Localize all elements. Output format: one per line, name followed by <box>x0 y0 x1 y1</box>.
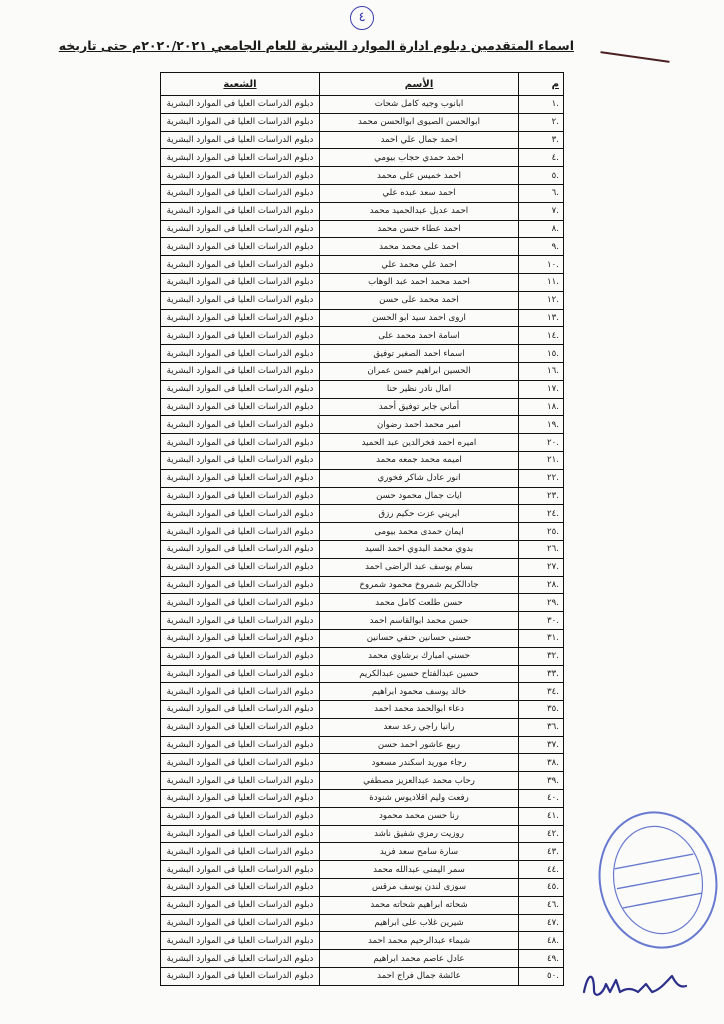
row-branch: دبلوم الدراسات العليا فى الموارد البشرية <box>161 701 320 719</box>
row-name: أماني جابر توفيق أحمد <box>320 398 519 416</box>
row-name: اروى احمد سيد ابو الحسن <box>320 309 519 327</box>
row-name: سوزى لندن يوسف مرقس <box>320 879 519 897</box>
row-number: .٢٧ <box>519 558 564 576</box>
row-name: حسين عبدالفتاح حسين عبدالكريم <box>320 665 519 683</box>
table-row <box>161 594 564 612</box>
row-number: .٢٢ <box>519 469 564 487</box>
row-branch: دبلوم الدراسات العليا فى الموارد البشرية <box>161 416 320 434</box>
row-branch: دبلوم الدراسات العليا فى الموارد البشرية <box>161 754 320 772</box>
row-branch: دبلوم الدراسات العليا فى الموارد البشرية <box>161 327 320 345</box>
row-name: امال نادر نظير حنا <box>320 380 519 398</box>
row-name: بسام يوسف عبد الراضى احمد <box>320 558 519 576</box>
row-number: .١٤ <box>519 327 564 345</box>
table-row <box>161 238 564 256</box>
table-row <box>161 523 564 541</box>
row-name: ايات جمال محمود حسن <box>320 487 519 505</box>
table-header-row <box>161 73 564 96</box>
table-row <box>161 647 564 665</box>
row-number: .٢٣ <box>519 487 564 505</box>
row-number: .٤١ <box>519 807 564 825</box>
row-name: احمد علي محمد علي <box>320 256 519 274</box>
row-number: .٣١ <box>519 629 564 647</box>
row-branch: دبلوم الدراسات العليا فى الموارد البشرية <box>161 612 320 630</box>
row-name: رنا حسن محمد محمود <box>320 807 519 825</box>
table-row <box>161 968 564 986</box>
row-number: .١٩ <box>519 416 564 434</box>
row-number: .٤٣ <box>519 843 564 861</box>
row-number: .٣٥ <box>519 701 564 719</box>
table-row <box>161 540 564 558</box>
row-number: .١٠ <box>519 256 564 274</box>
row-number: .٤٨ <box>519 932 564 950</box>
row-branch: دبلوم الدراسات العليا فى الموارد البشرية <box>161 469 320 487</box>
row-branch: دبلوم الدراسات العليا فى الموارد البشرية <box>161 879 320 897</box>
row-branch: دبلوم الدراسات العليا فى الموارد البشرية <box>161 149 320 167</box>
table-row <box>161 665 564 683</box>
row-name: ابوالحسن الصيوى ابوالحسن محمد <box>320 113 519 131</box>
table-row <box>161 487 564 505</box>
row-branch: دبلوم الدراسات العليا فى الموارد البشرية <box>161 629 320 647</box>
row-branch: دبلوم الدراسات العليا فى الموارد البشرية <box>161 647 320 665</box>
row-name: انور عادل شاكر فخوري <box>320 469 519 487</box>
row-number: .٤٦ <box>519 896 564 914</box>
table-row <box>161 469 564 487</box>
row-branch: دبلوم الدراسات العليا فى الموارد البشرية <box>161 220 320 238</box>
table-row <box>161 96 564 114</box>
table-row <box>161 345 564 363</box>
row-name: رفعت وليم اقلاديوس شنودة <box>320 790 519 808</box>
row-number: .٢٥ <box>519 523 564 541</box>
row-name: اميمه محمد جمعه محمد <box>320 451 519 469</box>
table-row <box>161 327 564 345</box>
table-row <box>161 843 564 861</box>
row-number: .١ <box>519 96 564 114</box>
row-name: سارة سامح سعد فريد <box>320 843 519 861</box>
table-row <box>161 113 564 131</box>
row-number: .٣ <box>519 131 564 149</box>
table-row <box>161 220 564 238</box>
row-name: خالد يوسف محمود ابراهيم <box>320 683 519 701</box>
signature <box>580 962 690 1004</box>
row-branch: دبلوم الدراسات العليا فى الموارد البشرية <box>161 345 320 363</box>
row-number: .٣٦ <box>519 718 564 736</box>
row-number: .٤٩ <box>519 950 564 968</box>
row-number: .٢١ <box>519 451 564 469</box>
row-number: .٤٧ <box>519 914 564 932</box>
row-branch: دبلوم الدراسات العليا فى الموارد البشرية <box>161 96 320 114</box>
row-branch: دبلوم الدراسات العليا فى الموارد البشرية <box>161 665 320 683</box>
table-row <box>161 202 564 220</box>
table-row <box>161 505 564 523</box>
row-number: .٣٨ <box>519 754 564 772</box>
row-number: .٢٦ <box>519 540 564 558</box>
row-name: حسنى حسانين حنفي حسانين <box>320 629 519 647</box>
row-name: حسن طلعت كامل محمد <box>320 594 519 612</box>
table-row <box>161 790 564 808</box>
row-number: .٩ <box>519 238 564 256</box>
table-row <box>161 612 564 630</box>
row-branch: دبلوم الدراسات العليا فى الموارد البشرية <box>161 772 320 790</box>
row-number: .١١ <box>519 273 564 291</box>
row-number: .٣٢ <box>519 647 564 665</box>
row-number: .٢٨ <box>519 576 564 594</box>
row-number: .٤٤ <box>519 861 564 879</box>
table-row <box>161 149 564 167</box>
row-name: احمد عطاء حسن محمد <box>320 220 519 238</box>
row-name: جادالكريم شمروخ محمود شمروخ <box>320 576 519 594</box>
row-number: .١٦ <box>519 362 564 380</box>
row-number: .١٥ <box>519 345 564 363</box>
row-name: اميره احمد فخرالدين عبد الحميد <box>320 434 519 452</box>
table-row <box>161 754 564 772</box>
table-row <box>161 291 564 309</box>
row-number: .٢٠ <box>519 434 564 452</box>
row-name: رانيا راجي رعد سعد <box>320 718 519 736</box>
row-number: .١٨ <box>519 398 564 416</box>
row-branch: دبلوم الدراسات العليا فى الموارد البشرية <box>161 594 320 612</box>
table-row <box>161 131 564 149</box>
row-number: .١٣ <box>519 309 564 327</box>
row-branch: دبلوم الدراسات العليا فى الموارد البشرية <box>161 825 320 843</box>
row-number: .٤ <box>519 149 564 167</box>
table-row <box>161 416 564 434</box>
page-number: ٤ <box>348 4 375 31</box>
table-row <box>161 932 564 950</box>
row-branch: دبلوم الدراسات العليا فى الموارد البشرية <box>161 362 320 380</box>
table-row <box>161 167 564 185</box>
row-name: سمر اليمنى عبدالله محمد <box>320 861 519 879</box>
row-number: .٤٠ <box>519 790 564 808</box>
row-name: الحسين ابراهيم حسن عمران <box>320 362 519 380</box>
row-name: احمد محمد على حسن <box>320 291 519 309</box>
row-name: رحاب محمد عبدالعزيز مصطفي <box>320 772 519 790</box>
row-branch: دبلوم الدراسات العليا فى الموارد البشرية <box>161 683 320 701</box>
table-row <box>161 914 564 932</box>
row-number: .٢٩ <box>519 594 564 612</box>
row-branch: دبلوم الدراسات العليا فى الموارد البشرية <box>161 914 320 932</box>
row-name: حسني امبارك برشاوي محمد <box>320 647 519 665</box>
table-row <box>161 451 564 469</box>
row-name: رجاء موريد اسكندر مسعود <box>320 754 519 772</box>
row-name: ايمان حمدى محمد بيومى <box>320 523 519 541</box>
row-name: احمد محمد احمد عبد الوهاب <box>320 273 519 291</box>
row-number: .٧ <box>519 202 564 220</box>
table-row <box>161 879 564 897</box>
row-branch: دبلوم الدراسات العليا فى الموارد البشرية <box>161 558 320 576</box>
row-number: .٥ <box>519 167 564 185</box>
row-branch: دبلوم الدراسات العليا فى الموارد البشرية <box>161 807 320 825</box>
table-row <box>161 736 564 754</box>
table-row <box>161 701 564 719</box>
row-number: .٣٠ <box>519 612 564 630</box>
row-branch: دبلوم الدراسات العليا فى الموارد البشرية <box>161 202 320 220</box>
row-branch: دبلوم الدراسات العليا فى الموارد البشرية <box>161 968 320 986</box>
row-branch: دبلوم الدراسات العليا فى الموارد البشرية <box>161 736 320 754</box>
header-name: الأسم <box>320 73 519 96</box>
row-branch: دبلوم الدراسات العليا فى الموارد البشرية <box>161 309 320 327</box>
row-branch: دبلوم الدراسات العليا فى الموارد البشرية <box>161 238 320 256</box>
row-name: حسن محمد ابوالقاسم احمد <box>320 612 519 630</box>
table-row <box>161 256 564 274</box>
row-name: احمد سعد عبده علي <box>320 184 519 202</box>
row-number: .٢٤ <box>519 505 564 523</box>
row-branch: دبلوم الدراسات العليا فى الموارد البشرية <box>161 523 320 541</box>
table-row <box>161 398 564 416</box>
row-number: .٢ <box>519 113 564 131</box>
table-row <box>161 807 564 825</box>
header-branch: الشعبة <box>161 73 320 96</box>
table-row <box>161 772 564 790</box>
row-name: شيرين غلاب على ابراهيم <box>320 914 519 932</box>
row-name: احمد جمال علي احمد <box>320 131 519 149</box>
row-branch: دبلوم الدراسات العليا فى الموارد البشرية <box>161 291 320 309</box>
row-number: .٤٥ <box>519 879 564 897</box>
row-name: بدوي محمد البدوي احمد السيد <box>320 540 519 558</box>
row-branch: دبلوم الدراسات العليا فى الموارد البشرية <box>161 398 320 416</box>
row-branch: دبلوم الدراسات العليا فى الموارد البشرية <box>161 505 320 523</box>
table-row <box>161 273 564 291</box>
row-branch: دبلوم الدراسات العليا فى الموارد البشرية <box>161 113 320 131</box>
table-row <box>161 825 564 843</box>
table-row <box>161 309 564 327</box>
row-branch: دبلوم الدراسات العليا فى الموارد البشرية <box>161 790 320 808</box>
row-name: عادل عاصم محمد ابراهيم <box>320 950 519 968</box>
row-number: .١٢ <box>519 291 564 309</box>
row-name: دعاء ابوالحمد محمد احمد <box>320 701 519 719</box>
table-row <box>161 861 564 879</box>
row-name: ربيع عاشور احمد حسن <box>320 736 519 754</box>
row-branch: دبلوم الدراسات العليا فى الموارد البشرية <box>161 843 320 861</box>
table-row <box>161 950 564 968</box>
row-branch: دبلوم الدراسات العليا فى الموارد البشرية <box>161 896 320 914</box>
table-row <box>161 718 564 736</box>
row-branch: دبلوم الدراسات العليا فى الموارد البشرية <box>161 167 320 185</box>
row-name: اسماء احمد الصغير توفيق <box>320 345 519 363</box>
row-number: .٣٧ <box>519 736 564 754</box>
row-name: روزيت رمزي شفيق ناشد <box>320 825 519 843</box>
row-branch: دبلوم الدراسات العليا فى الموارد البشرية <box>161 487 320 505</box>
row-name: احمد خميس على محمد <box>320 167 519 185</box>
row-branch: دبلوم الدراسات العليا فى الموارد البشرية <box>161 861 320 879</box>
row-number: .٣٩ <box>519 772 564 790</box>
row-name: احمد حمدي حجاب بيومي <box>320 149 519 167</box>
row-name: اسامة احمد محمد على <box>320 327 519 345</box>
table-row <box>161 434 564 452</box>
row-name: ابانوب وجيه كامل شحات <box>320 96 519 114</box>
row-branch: دبلوم الدراسات العليا فى الموارد البشرية <box>161 273 320 291</box>
row-branch: دبلوم الدراسات العليا فى الموارد البشرية <box>161 434 320 452</box>
row-number: .١٧ <box>519 380 564 398</box>
row-number: .٦ <box>519 184 564 202</box>
row-branch: دبلوم الدراسات العليا فى الموارد البشرية <box>161 184 320 202</box>
document-title: اسماء المتقدمين دبلوم ادارة الموارد البشرية للعام الجامعي ٢٠٢٠/٢٠٢١م حتى تاريخه <box>58 38 574 53</box>
table-row <box>161 380 564 398</box>
row-branch: دبلوم الدراسات العليا فى الموارد البشرية <box>161 932 320 950</box>
row-number: .٤٢ <box>519 825 564 843</box>
row-name: احمد عديل عبدالحميد محمد <box>320 202 519 220</box>
header-number: م <box>519 73 564 96</box>
row-number: .٨ <box>519 220 564 238</box>
row-branch: دبلوم الدراسات العليا فى الموارد البشرية <box>161 451 320 469</box>
row-branch: دبلوم الدراسات العليا فى الموارد البشرية <box>161 576 320 594</box>
row-name: شحاته ابراهيم شحاته محمد <box>320 896 519 914</box>
row-number: .٣٤ <box>519 683 564 701</box>
row-branch: دبلوم الدراسات العليا فى الموارد البشرية <box>161 718 320 736</box>
row-branch: دبلوم الدراسات العليا فى الموارد البشرية <box>161 950 320 968</box>
row-name: احمد على محمد محمد <box>320 238 519 256</box>
table-row <box>161 683 564 701</box>
table-row <box>161 576 564 594</box>
row-name: ايريني عزت حكيم رزق <box>320 505 519 523</box>
pen-mark <box>600 51 670 63</box>
row-branch: دبلوم الدراسات العليا فى الموارد البشرية <box>161 380 320 398</box>
row-branch: دبلوم الدراسات العليا فى الموارد البشرية <box>161 540 320 558</box>
row-name: شيماء عبدالرحيم محمد احمد <box>320 932 519 950</box>
applicants-table <box>160 72 564 986</box>
table-row <box>161 362 564 380</box>
row-number: .٣٣ <box>519 665 564 683</box>
row-branch: دبلوم الدراسات العليا فى الموارد البشرية <box>161 256 320 274</box>
row-name: امير محمد احمد رضوان <box>320 416 519 434</box>
table-row <box>161 629 564 647</box>
table-row <box>161 896 564 914</box>
official-stamp <box>588 800 724 960</box>
row-name: عائشة جمال فراج احمد <box>320 968 519 986</box>
table-body <box>161 96 564 986</box>
row-number: .٥٠ <box>519 968 564 986</box>
table-row <box>161 184 564 202</box>
row-branch: دبلوم الدراسات العليا فى الموارد البشرية <box>161 131 320 149</box>
table-row <box>161 558 564 576</box>
